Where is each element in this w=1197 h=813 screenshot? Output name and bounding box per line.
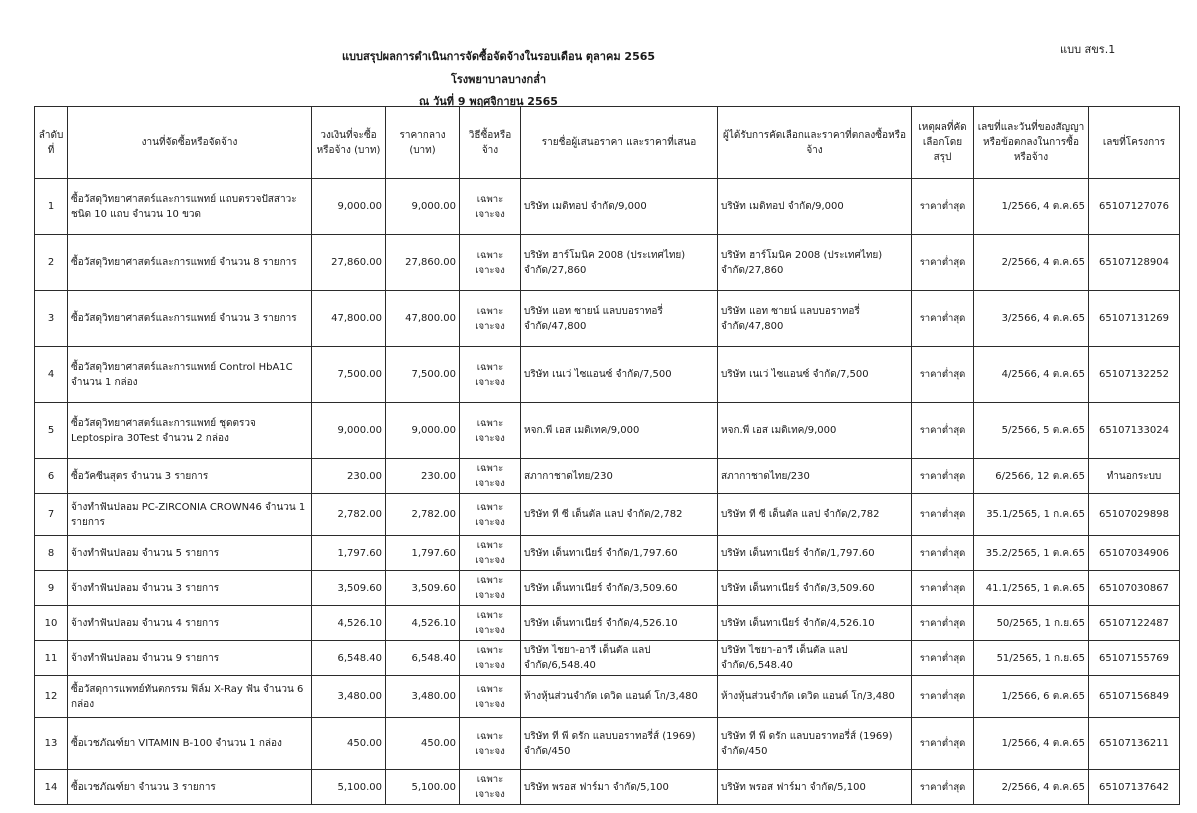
- cell-reason: ราคาต่ำสุด: [912, 403, 974, 459]
- cell-contract: 1/2566, 4 ต.ค.65: [974, 179, 1089, 235]
- cell-winner: หจก.พี เอส เมดิเทค/9,000: [718, 403, 912, 459]
- cell-median-price: 27,860.00: [386, 235, 460, 291]
- table-row: [35, 494, 1180, 536]
- cell-winner: บริษัท แอท ซายน์ แลบบอราทอรี่ จำกัด/47,800: [718, 291, 912, 347]
- cell-bidders: บริษัท พรอส ฟาร์มา จำกัด/5,100: [521, 770, 718, 805]
- cell-contract: 2/2566, 4 ต.ค.65: [974, 235, 1089, 291]
- cell-method: เฉพาะเจาะจง: [460, 459, 521, 494]
- cell-contract: 50/2565, 1 ก.ย.65: [974, 606, 1089, 641]
- cell-median-price: 4,526.10: [386, 606, 460, 641]
- cell-item: จ้างทำฟันปลอม จำนวน 3 รายการ: [68, 571, 312, 606]
- cell-project-no: 65107127076: [1089, 179, 1180, 235]
- cell-budget: 3,509.60: [312, 571, 386, 606]
- cell-budget: 4,526.10: [312, 606, 386, 641]
- cell-contract: 1/2566, 6 ต.ค.65: [974, 676, 1089, 718]
- cell-winner: ห้างหุ้นส่วนจำกัด เดวิด แอนด์ โก/3,480: [718, 676, 912, 718]
- cell-reason: ราคาต่ำสุด: [912, 676, 974, 718]
- table-row: [35, 347, 1180, 403]
- cell-project-no: 65107029898: [1089, 494, 1180, 536]
- cell-item: ซื้อวัสดุวิทยาศาสตร์และการแพทย์ จำนวน 3 รายการ: [68, 291, 312, 347]
- cell-median-price: 230.00: [386, 459, 460, 494]
- cell-project-no: 65107136211: [1089, 718, 1180, 770]
- col-header-method: วิธีซื้อหรือจ้าง: [460, 107, 521, 179]
- table-row: [35, 770, 1180, 805]
- cell-no: 7: [35, 494, 68, 536]
- cell-project-no: 65107132252: [1089, 347, 1180, 403]
- cell-method: เฉพาะเจาะจง: [460, 291, 521, 347]
- cell-project-no: 65107034906: [1089, 536, 1180, 571]
- cell-project-no: 65107156849: [1089, 676, 1180, 718]
- cell-bidders: บริษัท เมดิทอป จำกัด/9,000: [521, 179, 718, 235]
- cell-contract: 2/2566, 4 ต.ค.65: [974, 770, 1089, 805]
- cell-contract: 41.1/2565, 1 ต.ค.65: [974, 571, 1089, 606]
- cell-reason: ราคาต่ำสุด: [912, 459, 974, 494]
- cell-method: เฉพาะเจาะจง: [460, 347, 521, 403]
- cell-no: 11: [35, 641, 68, 676]
- cell-reason: ราคาต่ำสุด: [912, 770, 974, 805]
- cell-no: 1: [35, 179, 68, 235]
- cell-no: 14: [35, 770, 68, 805]
- cell-reason: ราคาต่ำสุด: [912, 606, 974, 641]
- cell-method: เฉพาะเจาะจง: [460, 606, 521, 641]
- cell-bidders: สภากาชาดไทย/230: [521, 459, 718, 494]
- cell-budget: 450.00: [312, 718, 386, 770]
- cell-project-no: 65107133024: [1089, 403, 1180, 459]
- cell-reason: ราคาต่ำสุด: [912, 235, 974, 291]
- col-header-item: งานที่จัดซื้อหรือจัดจ้าง: [68, 107, 312, 179]
- cell-bidders: บริษัท เด็นทาเนียร์ จำกัด/3,509.60: [521, 571, 718, 606]
- cell-median-price: 2,782.00: [386, 494, 460, 536]
- cell-reason: ราคาต่ำสุด: [912, 641, 974, 676]
- cell-bidders: หจก.พี เอส เมดิเทค/9,000: [521, 403, 718, 459]
- document-date: ณ วันที่ 9 พฤศจิกายน 2565: [419, 95, 558, 108]
- cell-no: 5: [35, 403, 68, 459]
- cell-winner: สภากาชาดไทย/230: [718, 459, 912, 494]
- cell-no: 3: [35, 291, 68, 347]
- col-header-project-no: เลขที่โครงการ: [1089, 107, 1180, 179]
- cell-median-price: 5,100.00: [386, 770, 460, 805]
- cell-item: จ้างทำฟันปลอม จำนวน 9 รายการ: [68, 641, 312, 676]
- cell-reason: ราคาต่ำสุด: [912, 536, 974, 571]
- cell-winner: บริษัท เนเว่ ไซแอนซ์ จำกัด/7,500: [718, 347, 912, 403]
- cell-budget: 2,782.00: [312, 494, 386, 536]
- table-row: [35, 459, 1180, 494]
- cell-project-no: 65107131269: [1089, 291, 1180, 347]
- cell-winner: บริษัท ที ซี เด็นตัล แลป จำกัด/2,782: [718, 494, 912, 536]
- cell-budget: 9,000.00: [312, 403, 386, 459]
- cell-method: เฉพาะเจาะจง: [460, 571, 521, 606]
- cell-bidders: ห้างหุ้นส่วนจำกัด เดวิด แอนด์ โก/3,480: [521, 676, 718, 718]
- table-row: [35, 291, 1180, 347]
- cell-contract: 51/2565, 1 ก.ย.65: [974, 641, 1089, 676]
- cell-item: จ้างทำฟันปลอม จำนวน 5 รายการ: [68, 536, 312, 571]
- cell-contract: 4/2566, 4 ต.ค.65: [974, 347, 1089, 403]
- cell-contract: 6/2566, 12 ต.ค.65: [974, 459, 1089, 494]
- organization-name: โรงพยาบาลบางกล่ำ: [450, 73, 547, 86]
- cell-item: ซื้อวัสดุวิทยาศาสตร์และการแพทย์ แถบตรวจปัสสาวะชนิด 10 แถบ จำนวน 10 ขวด: [68, 179, 312, 235]
- table-row: [35, 235, 1180, 291]
- cell-reason: ราคาต่ำสุด: [912, 494, 974, 536]
- cell-median-price: 7,500.00: [386, 347, 460, 403]
- cell-item: จ้างทำฟันปลอม PC-ZIRCONIA CROWN46 จำนวน 1 รายการ: [68, 494, 312, 536]
- cell-no: 10: [35, 606, 68, 641]
- col-header-bidders: รายชื่อผู้เสนอราคา และราคาที่เสนอ: [521, 107, 718, 179]
- cell-winner: บริษัท ที พี ดรัก แลบบอราทอรี่ส์ (1969) จำกัด/450: [718, 718, 912, 770]
- table-row: [35, 676, 1180, 718]
- cell-item: ซื้อวัคซีนสุตร จำนวน 3 รายการ: [68, 459, 312, 494]
- form-code: แบบ สขร.1: [1060, 43, 1116, 56]
- cell-reason: ราคาต่ำสุด: [912, 347, 974, 403]
- cell-no: 6: [35, 459, 68, 494]
- cell-budget: 3,480.00: [312, 676, 386, 718]
- cell-bidders: บริษัท ที ซี เด็นตัล แลป จำกัด/2,782: [521, 494, 718, 536]
- cell-contract: 35.1/2565, 1 ก.ค.65: [974, 494, 1089, 536]
- cell-budget: 47,800.00: [312, 291, 386, 347]
- cell-no: 13: [35, 718, 68, 770]
- cell-project-no: 65107128904: [1089, 235, 1180, 291]
- col-header-median-price: ราคากลาง (บาท): [386, 107, 460, 179]
- cell-item: ซื้อเวชภัณฑ์ยา VITAMIN B-100 จำนวน 1 กล่อง: [68, 718, 312, 770]
- cell-project-no: 65107030867: [1089, 571, 1180, 606]
- cell-winner: บริษัท ฮาร์โมนิค 2008 (ประเทศไทย) จำกัด/27,860: [718, 235, 912, 291]
- cell-winner: บริษัท พรอส ฟาร์มา จำกัด/5,100: [718, 770, 912, 805]
- col-header-reason: เหตุผลที่คัดเลือกโดยสรุป: [912, 107, 974, 179]
- table-row: [35, 571, 1180, 606]
- cell-item: ซื้อวัสดุวิทยาศาสตร์และการแพทย์ จำนวน 8 รายการ: [68, 235, 312, 291]
- cell-no: 9: [35, 571, 68, 606]
- cell-contract: 35.2/2565, 1 ต.ค.65: [974, 536, 1089, 571]
- cell-item: ซื้อวัสดุวิทยาศาสตร์และการแพทย์ ชุดตรวจ Leptospira 30Test จำนวน 2 กล่อง: [68, 403, 312, 459]
- cell-method: เฉพาะเจาะจง: [460, 536, 521, 571]
- cell-bidders: บริษัท ฮาร์โมนิค 2008 (ประเทศไทย) จำกัด/27,860: [521, 235, 718, 291]
- col-header-budget: วงเงินที่จะซื้อหรือจ้าง (บาท): [312, 107, 386, 179]
- cell-median-price: 3,480.00: [386, 676, 460, 718]
- cell-item: ซื้อวัสดุวิทยาศาสตร์และการแพทย์ Control HbA1C จำนวน 1 กล่อง: [68, 347, 312, 403]
- cell-winner: บริษัท เด็นทาเนียร์ จำกัด/3,509.60: [718, 571, 912, 606]
- procurement-table: [34, 106, 1180, 805]
- cell-winner: บริษัท ไชยา-อารี เด็นตัล แลป จำกัด/6,548.40: [718, 641, 912, 676]
- cell-bidders: บริษัท ไชยา-อารี เด็นตัล แลป จำกัด/6,548.40: [521, 641, 718, 676]
- cell-bidders: บริษัท ที พี ดรัก แลบบอราทอรี่ส์ (1969) จำกัด/450: [521, 718, 718, 770]
- document-title: แบบสรุปผลการดำเนินการจัดซื้อจัดจ้างในรอบเดือน ตุลาคม 2565: [341, 50, 656, 63]
- cell-reason: ราคาต่ำสุด: [912, 291, 974, 347]
- cell-budget: 1,797.60: [312, 536, 386, 571]
- cell-budget: 230.00: [312, 459, 386, 494]
- cell-project-no: 65107122487: [1089, 606, 1180, 641]
- cell-contract: 5/2566, 5 ต.ค.65: [974, 403, 1089, 459]
- cell-bidders: บริษัท เด็นทาเนียร์ จำกัด/4,526.10: [521, 606, 718, 641]
- cell-reason: ราคาต่ำสุด: [912, 179, 974, 235]
- cell-winner: บริษัท เมดิทอป จำกัด/9,000: [718, 179, 912, 235]
- table-row: [35, 718, 1180, 770]
- cell-median-price: 450.00: [386, 718, 460, 770]
- cell-budget: 6,548.40: [312, 641, 386, 676]
- cell-budget: 27,860.00: [312, 235, 386, 291]
- table-row: [35, 641, 1180, 676]
- cell-method: เฉพาะเจาะจง: [460, 494, 521, 536]
- cell-no: 12: [35, 676, 68, 718]
- cell-no: 8: [35, 536, 68, 571]
- cell-contract: 1/2566, 4 ต.ค.65: [974, 718, 1089, 770]
- cell-method: เฉพาะเจาะจง: [460, 770, 521, 805]
- table-header-row: [35, 107, 1180, 179]
- cell-project-no: ทำนอกระบบ: [1089, 459, 1180, 494]
- table-row: [35, 403, 1180, 459]
- cell-median-price: 1,797.60: [386, 536, 460, 571]
- cell-method: เฉพาะเจาะจง: [460, 403, 521, 459]
- col-header-contract: เลขที่และวันที่ของสัญญาหรือข้อตกลงในการซื้อหรือจ้าง: [974, 107, 1089, 179]
- cell-winner: บริษัท เด็นทาเนียร์ จำกัด/1,797.60: [718, 536, 912, 571]
- cell-bidders: บริษัท เด็นทาเนียร์ จำกัด/1,797.60: [521, 536, 718, 571]
- col-header-winner: ผู้ได้รับการคัดเลือกและราคาที่ตกลงซื้อหรือจ้าง: [718, 107, 912, 179]
- cell-median-price: 3,509.60: [386, 571, 460, 606]
- cell-method: เฉพาะเจาะจง: [460, 235, 521, 291]
- cell-median-price: 6,548.40: [386, 641, 460, 676]
- cell-no: 4: [35, 347, 68, 403]
- cell-method: เฉพาะเจาะจง: [460, 179, 521, 235]
- cell-reason: ราคาต่ำสุด: [912, 718, 974, 770]
- cell-item: ซื้อเวชภัณฑ์ยา จำนวน 3 รายการ: [68, 770, 312, 805]
- table-row: [35, 606, 1180, 641]
- cell-project-no: 65107137642: [1089, 770, 1180, 805]
- cell-median-price: 9,000.00: [386, 179, 460, 235]
- cell-project-no: 65107155769: [1089, 641, 1180, 676]
- cell-bidders: บริษัท แอท ซายน์ แลบบอราทอรี่ จำกัด/47,800: [521, 291, 718, 347]
- cell-method: เฉพาะเจาะจง: [460, 718, 521, 770]
- col-header-no: ลำดับที่: [35, 107, 68, 179]
- cell-item: จ้างทำฟันปลอม จำนวน 4 รายการ: [68, 606, 312, 641]
- cell-method: เฉพาะเจาะจง: [460, 641, 521, 676]
- cell-contract: 3/2566, 4 ต.ค.65: [974, 291, 1089, 347]
- cell-budget: 5,100.00: [312, 770, 386, 805]
- cell-reason: ราคาต่ำสุด: [912, 571, 974, 606]
- cell-winner: บริษัท เด็นทาเนียร์ จำกัด/4,526.10: [718, 606, 912, 641]
- cell-budget: 7,500.00: [312, 347, 386, 403]
- table-row: [35, 179, 1180, 235]
- cell-median-price: 47,800.00: [386, 291, 460, 347]
- cell-median-price: 9,000.00: [386, 403, 460, 459]
- cell-budget: 9,000.00: [312, 179, 386, 235]
- cell-method: เฉพาะเจาะจง: [460, 676, 521, 718]
- cell-bidders: บริษัท เนเว่ ไซแอนซ์ จำกัด/7,500: [521, 347, 718, 403]
- cell-item: ซื้อวัสดุการแพทย์ทันตกรรม ฟิล์ม X-Ray ฟัน จำนวน 6 กล่อง: [68, 676, 312, 718]
- table-row: [35, 536, 1180, 571]
- cell-no: 2: [35, 235, 68, 291]
